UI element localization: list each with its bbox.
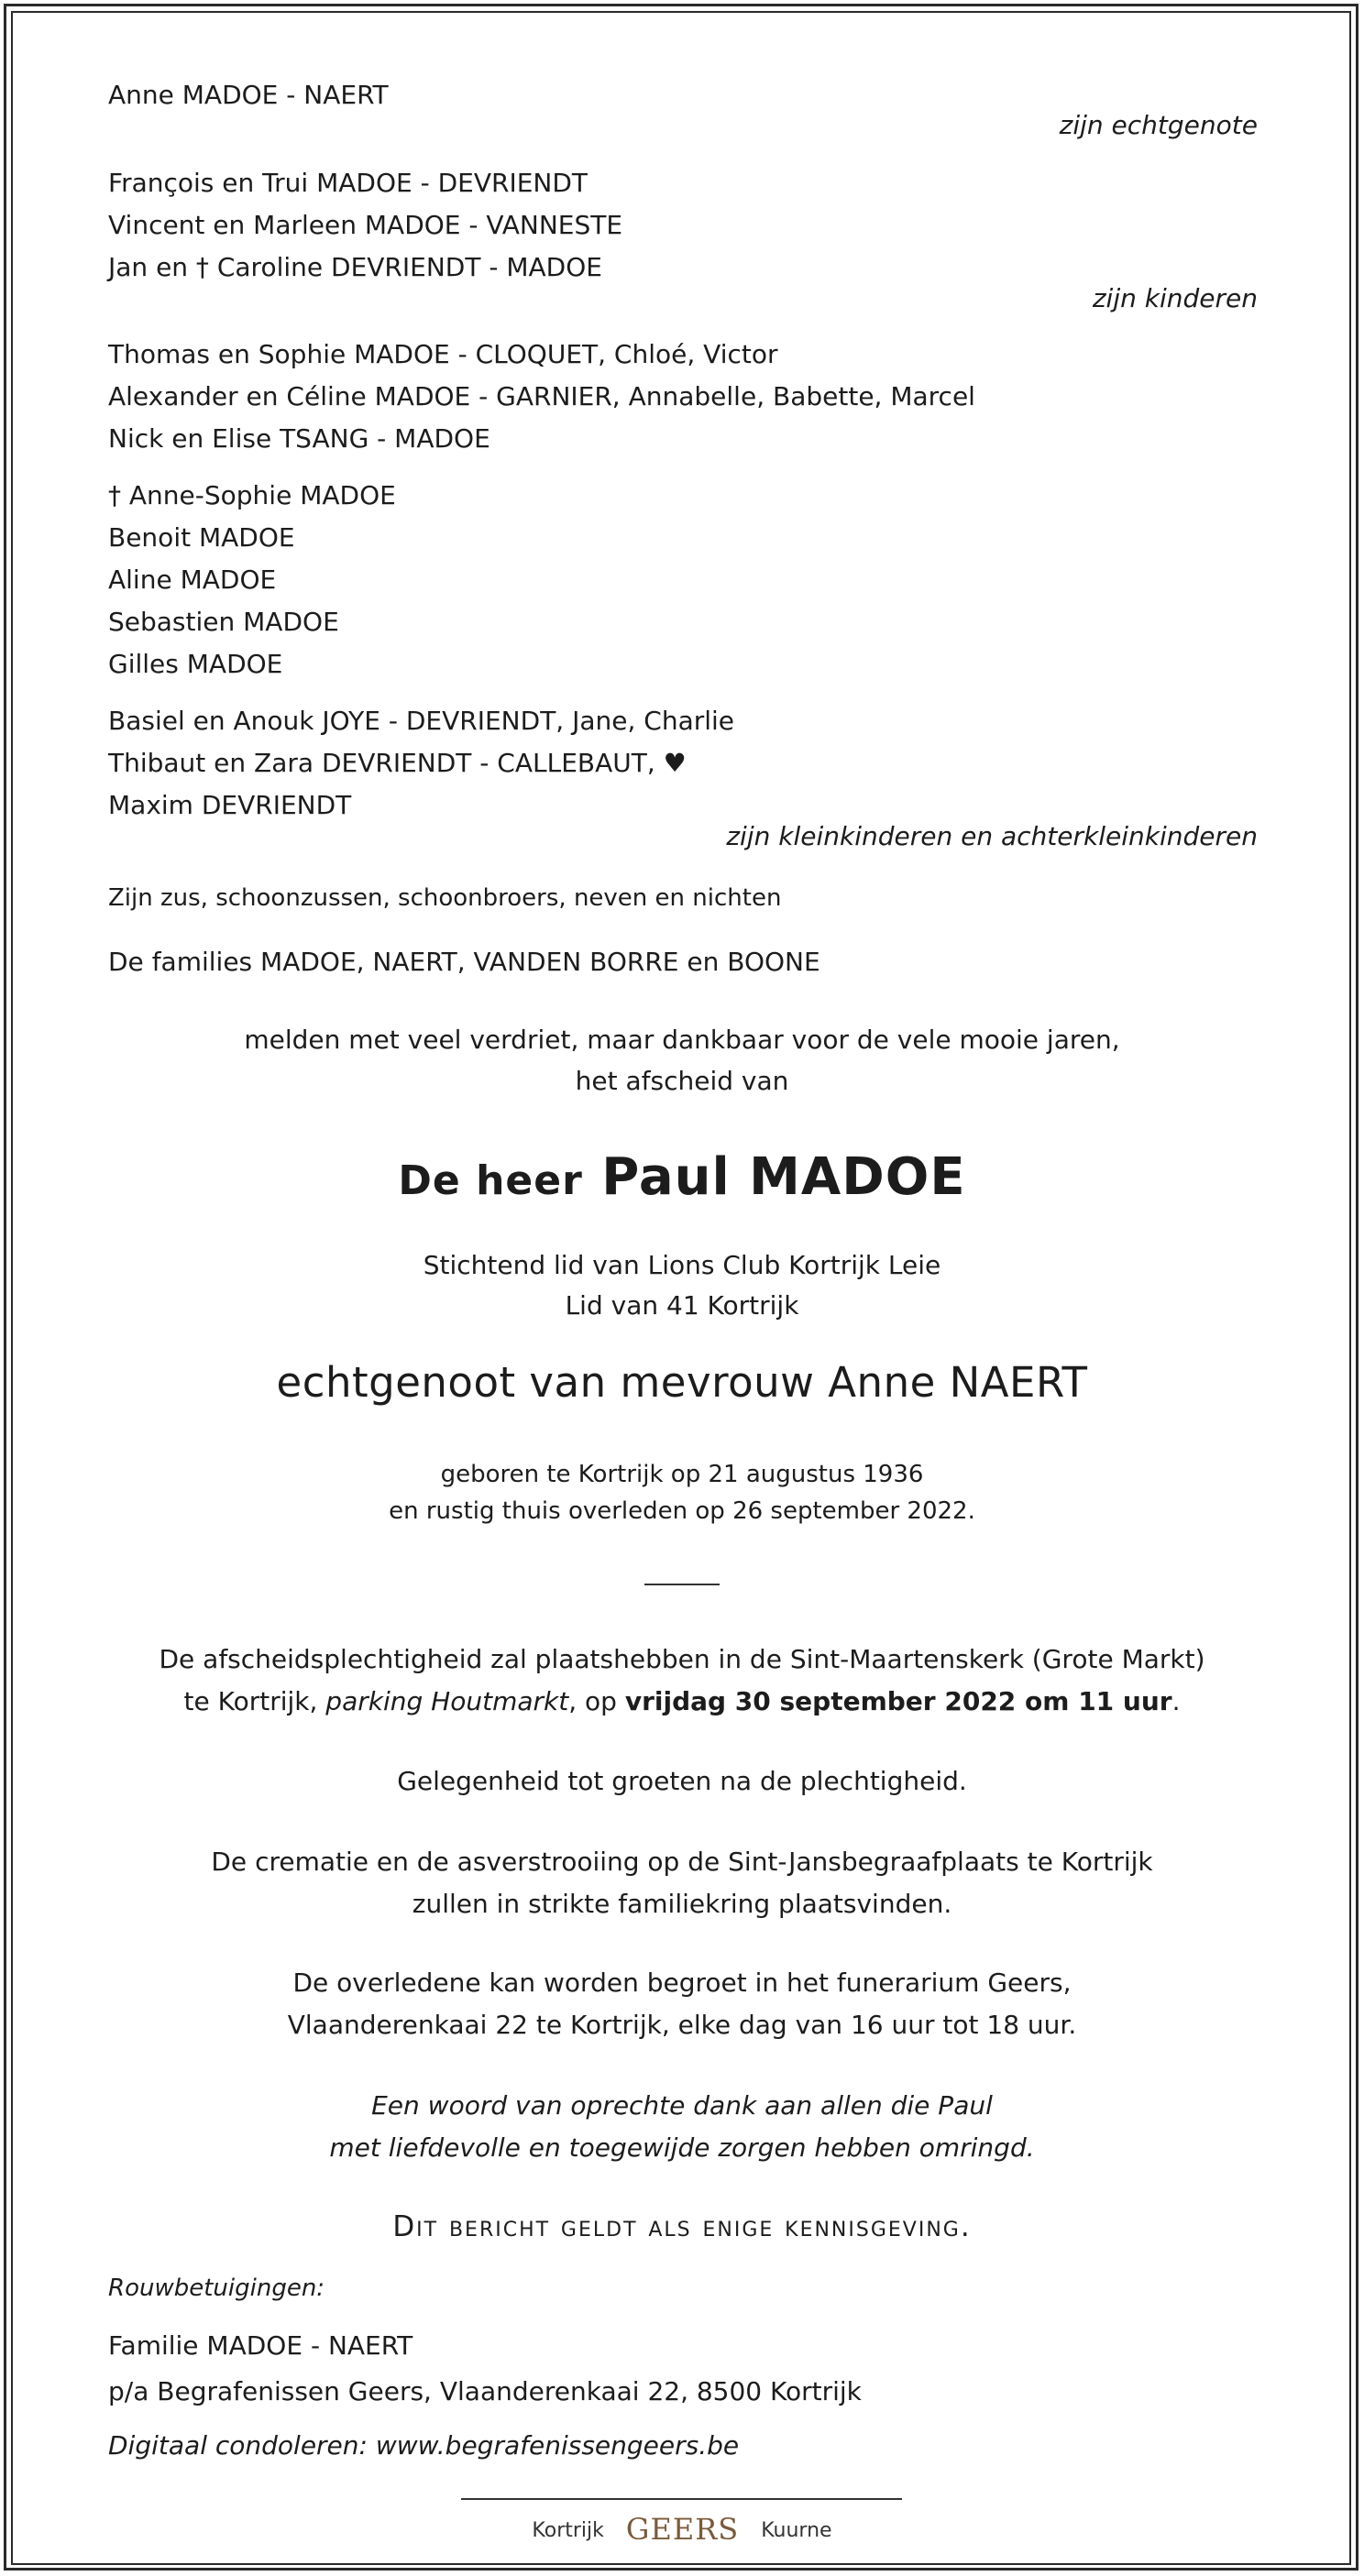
- funeral-home-line: De overledene kan worden begroet in het funerarium Geers,: [292, 1968, 1072, 1998]
- child-line: Vincent en Marleen MADOE - VANNESTE: [108, 210, 623, 240]
- affiliation-line: Stichtend lid van Lions Club Kortrijk Leie: [423, 1250, 941, 1280]
- child-line: François en Trui MADOE - DEVRIENDT: [108, 168, 588, 198]
- notice-line: Dit bericht geldt als enige kennisgeving.: [392, 2210, 972, 2243]
- digital-condolences-link[interactable]: Digitaal condoleren: www.begrafenissengeers.be: [108, 2430, 740, 2461]
- birth-line: geboren te Kortrijk op 21 augustus 1936: [440, 1461, 924, 1488]
- affiliation-line: Lid van 41 Kortrijk: [565, 1290, 799, 1321]
- ceremony-line: [0, 1683, 1364, 1720]
- children-role: zijn kinderen: [1092, 283, 1258, 313]
- condolences-label: Rouwbetuigingen:: [108, 2275, 325, 2302]
- grandchild-line: Thomas en Sophie MADOE - CLOQUET, Chloé, Victor: [108, 339, 778, 369]
- grandchild-line: Maxim DEVRIENDT: [108, 790, 352, 820]
- condolences-family: Familie MADOE - NAERT: [108, 2330, 413, 2361]
- intro-line: het afscheid van: [575, 1066, 789, 1096]
- logo-right: Kuurne: [761, 2519, 832, 2542]
- footer-divider: [461, 2498, 902, 2500]
- ceremony-text: .: [1172, 1686, 1181, 1716]
- thanks-line: met liefdevolle en toegewijde zorgen hebben omringd.: [329, 2132, 1035, 2163]
- child-line: Jan en † Caroline DEVRIENDT - MADOE: [108, 252, 602, 282]
- cremation-line: zullen in strikte familiekring plaatsvinden.: [412, 1889, 952, 1919]
- grandchild-line: Benoit MADOE: [108, 522, 295, 553]
- grandchild-line: Thibaut en Zara DEVRIENDT - CALLEBAUT, ♥: [108, 748, 687, 778]
- condolences-address: p/a Begrafenissen Geers, Vlaanderenkaai 22, 8500 Kortrijk: [108, 2376, 862, 2406]
- families-line: De families MADOE, NAERT, VANDEN BORRE en BOONE: [108, 947, 820, 977]
- ceremony-text: , op: [568, 1686, 625, 1716]
- death-line: en rustig thuis overleden op 26 september 2022.: [389, 1497, 975, 1525]
- siblings-line: Zijn zus, schoonzussen, schoonbroers, neven en nichten: [108, 884, 782, 912]
- greeting-line: Gelegenheid tot groeten na de plechtigheid.: [397, 1766, 967, 1796]
- ceremony-line: De afscheidsplechtigheid zal plaatshebben in de Sint-Maartenskerk (Grote Markt): [159, 1644, 1205, 1674]
- spouse-role: zijn echtgenote: [1059, 110, 1258, 140]
- cremation-line: De crematie en de asverstrooiing op de Sint-Jansbegraafplaats te Kortrijk: [211, 1847, 1153, 1877]
- ceremony-text: te Kortrijk,: [183, 1686, 326, 1716]
- grandchildren-role: zijn kleinkinderen en achterkleinkinderen: [726, 821, 1258, 851]
- grandchild-line: Gilles MADOE: [108, 649, 283, 679]
- intro-line: melden met veel verdriet, maar dankbaar voor de vele mooie jaren,: [244, 1025, 1120, 1055]
- logo-left: Kortrijk: [532, 2519, 604, 2542]
- grandchild-line: Nick en Elise TSANG - MADOE: [108, 423, 490, 454]
- parking-text: parking Houtmarkt: [325, 1686, 569, 1716]
- ceremony-date: vrijdag 30 september 2022 om 11 uur: [624, 1686, 1172, 1716]
- grandchild-line: Sebastien MADOE: [108, 607, 339, 637]
- funeral-home-line: Vlaanderenkaai 22 te Kortrijk, elke dag van 16 uur tot 18 uur.: [287, 2010, 1077, 2040]
- title-prefix: De heer: [398, 1157, 583, 1204]
- grandchild-line: † Anne-Sophie MADOE: [108, 480, 396, 510]
- logo-brand: GEERS: [625, 2512, 740, 2547]
- grandchild-line: Aline MADOE: [108, 565, 277, 595]
- name: Paul MADOE: [601, 1147, 966, 1207]
- divider: [644, 1584, 720, 1585]
- thanks-line: Een woord van oprechte dank aan allen die Paul: [371, 2090, 993, 2121]
- spouse-line: Anne MADOE - NAERT: [108, 80, 389, 110]
- grandchild-line: Basiel en Anouk JOYE - DEVRIENDT, Jane, Charlie: [108, 706, 735, 736]
- spouse-of: echtgenoot van mevrouw Anne NAERT: [276, 1358, 1088, 1407]
- grandchild-line: Alexander en Céline MADOE - GARNIER, Annabelle, Babette, Marcel: [108, 381, 975, 411]
- deceased-name: [0, 1145, 1364, 1213]
- funeral-home-logo: [0, 2512, 1364, 2547]
